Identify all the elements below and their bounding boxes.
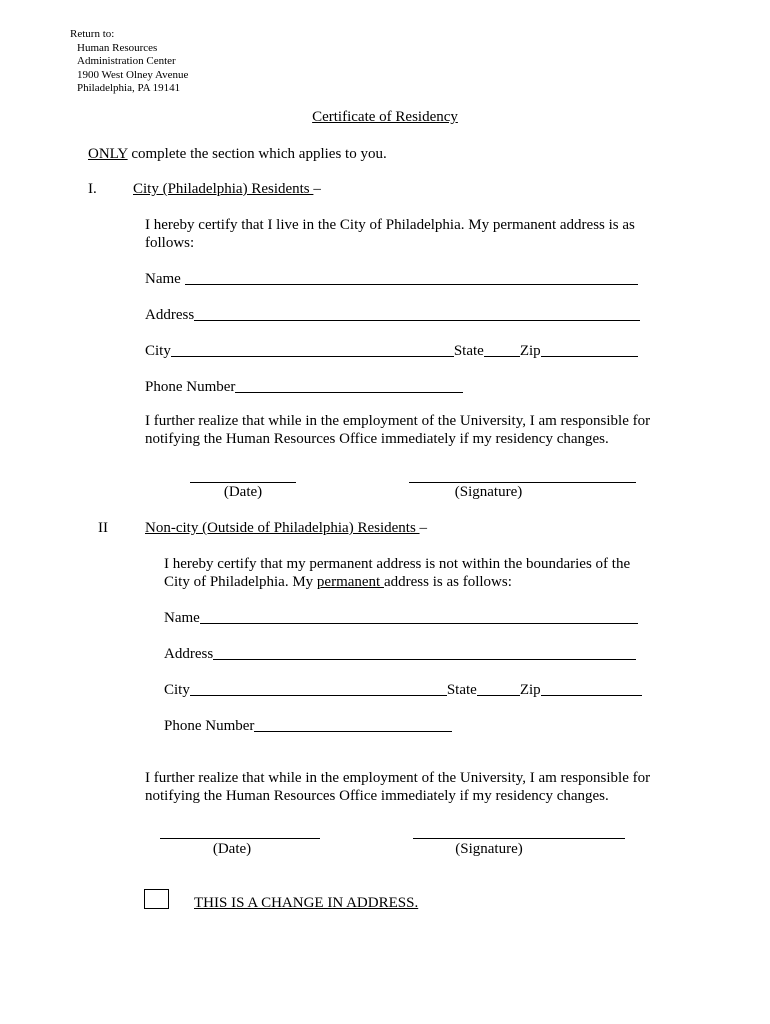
section2-phone-field[interactable] — [164, 715, 452, 735]
document-title: Certificate of Residency — [312, 109, 458, 125]
zip-label: Zip — [519, 343, 541, 359]
phone-label: Phone Number — [164, 718, 255, 734]
city-label: City — [164, 682, 190, 698]
name-input-line[interactable] — [185, 283, 638, 285]
section2-address-field[interactable] — [164, 643, 636, 663]
section2-signature-caption: (Signature) — [455, 841, 523, 857]
address-input-line[interactable] — [213, 658, 636, 660]
section2-numeral: II — [98, 520, 108, 536]
section1-address-field[interactable] — [145, 304, 640, 324]
instruction-emphasis: ONLY — [88, 146, 128, 162]
state-input-line[interactable] — [484, 355, 520, 357]
address-label: Address — [145, 307, 195, 323]
city-label: City — [145, 343, 171, 359]
change-address-checkbox[interactable] — [144, 889, 169, 909]
city-input-line[interactable] — [190, 694, 447, 696]
section1-date-caption: (Date) — [223, 484, 263, 500]
section2-signature-line[interactable] — [413, 838, 625, 839]
city-input-line[interactable] — [171, 355, 454, 357]
section1-name-field[interactable] — [145, 268, 638, 288]
address-input-line[interactable] — [194, 319, 640, 321]
state-label: State — [446, 682, 477, 698]
instruction — [88, 145, 387, 163]
section2-name-field[interactable] — [164, 607, 638, 627]
state-label: State — [453, 343, 484, 359]
change-address-label: THIS IS A CHANGE IN ADDRESS. — [194, 895, 419, 911]
phone-input-line[interactable] — [235, 391, 463, 393]
name-input-line[interactable] — [200, 622, 638, 624]
name-label: Name — [145, 271, 181, 287]
section2-city-state-zip[interactable] — [164, 679, 642, 699]
section1-notice: I further realize that while in the employment of the University, I am responsible for notifying the Human Resources Office immediately if my residency changes. — [145, 413, 651, 447]
section1-heading-dash: – — [313, 181, 321, 197]
section2-notice: I further realize that while in the employment of the University, I am responsible for notifying the Human Resources Office immediately if my residency changes. — [145, 770, 651, 804]
section1-signature-line[interactable] — [409, 482, 636, 483]
section2-heading-text: Non-city (Outside of Philadelphia) Residents — [145, 520, 420, 536]
section1-signature-caption: (Signature) — [454, 484, 523, 500]
section2-heading — [145, 519, 427, 537]
section1-certify: I hereby certify that I live in the City of Philadelphia. My permanent address is as follows: — [145, 217, 635, 251]
zip-label: Zip — [519, 682, 541, 698]
section2-certify-end: address is as follows: — [383, 574, 512, 590]
section1-heading — [133, 180, 321, 198]
section2-date-line[interactable] — [160, 838, 320, 839]
section1-phone-field[interactable] — [145, 376, 463, 396]
section1-date-line[interactable] — [190, 482, 296, 483]
phone-input-line[interactable] — [254, 730, 452, 732]
return-to-label: Return to: — [70, 28, 115, 40]
section1-heading-text: City (Philadelphia) Residents — [133, 181, 314, 197]
state-input-line[interactable] — [477, 694, 520, 696]
section2-certify-text: I hereby certify that my permanent address is not within the boundaries of the City of Philadelphia. My — [164, 556, 631, 590]
return-address-line: 1900 West Olney Avenue — [77, 68, 189, 81]
return-address-line: Human Resources — [77, 41, 158, 54]
section2-certify-emphasis: permanent — [316, 574, 384, 590]
section2-date-caption: (Date) — [212, 841, 252, 857]
return-address-line: Philadelphia, PA 19141 — [77, 82, 181, 95]
zip-input-line[interactable] — [541, 694, 642, 696]
return-address-block — [70, 28, 188, 96]
instruction-text: complete the section which applies to you. — [127, 146, 387, 162]
section1-numeral: I. — [88, 181, 97, 197]
address-label: Address — [164, 646, 214, 662]
zip-input-line[interactable] — [541, 355, 638, 357]
section2-heading-dash: – — [419, 520, 428, 536]
section2-certify — [164, 555, 644, 591]
phone-label: Phone Number — [145, 379, 236, 395]
return-address-line: Administration Center — [77, 55, 176, 68]
name-label: Name — [164, 610, 200, 626]
section1-city-state-zip[interactable] — [145, 340, 638, 360]
